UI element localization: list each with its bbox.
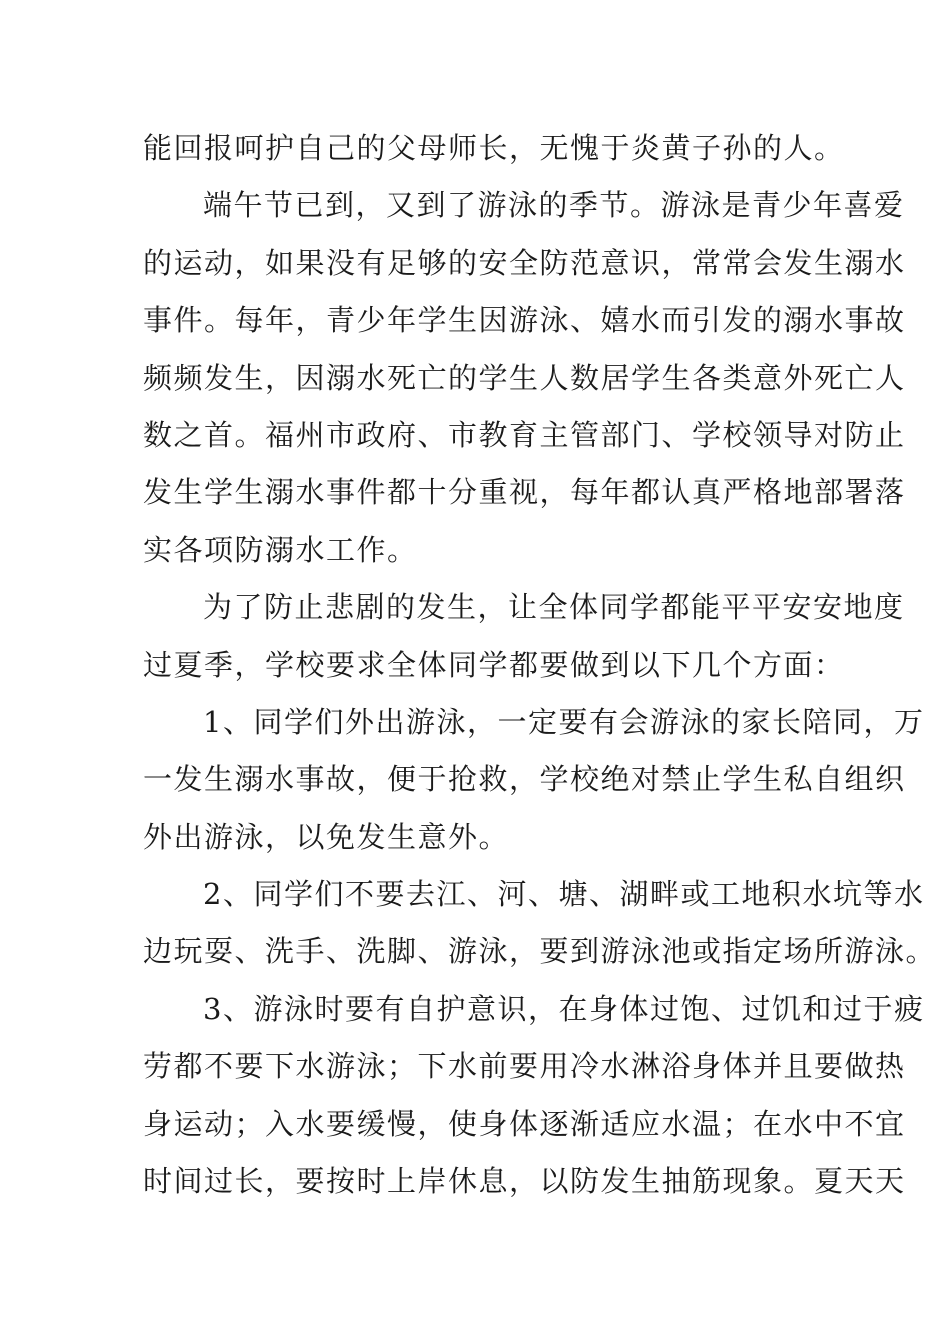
text-line: 劳都不要下水游泳；下水前要用冷水淋浴身体并且要做热 [143, 1049, 906, 1084]
text-line: 的运动，如果没有足够的安全防范意识，常常会发生溺水 [143, 245, 906, 280]
list-item-1-start: 1、同学们外出游泳，一定要有会游泳的家长陪同，万 [203, 704, 925, 739]
paragraph-start-line: 为了防止悲剧的发生，让全体同学都能平平安安地度 [203, 590, 905, 625]
text-line: 边玩耍、洗手、洗脚、游泳，要到游泳池或指定场所游泳。 [143, 934, 937, 969]
text-line: 能回报呵护自己的父母师长，无愧于炎黄子孙的人。 [143, 131, 845, 165]
body-text [143, 120, 937, 1210]
text-line: 事件。每年，青少年学生因游泳、嬉水而引发的溺水事故 [143, 303, 906, 338]
list-item-2-start: 2、同学们不要去江、河、塘、湖畔或工地积水坑等水 [203, 877, 925, 912]
text-line: 频频发生，因溺水死亡的学生人数居学生各类意外死亡人 [143, 360, 906, 395]
text-line: 实各项防溺水工作。 [143, 532, 418, 567]
text-line: 发生学生溺水事件都十分重视，每年都认真严格地部署落 [143, 475, 906, 510]
paragraph-start-line: 端午节已到，又到了游泳的季节。游泳是青少年喜爱 [203, 188, 905, 223]
list-item-3-start: 3、游泳时要有自护意识，在身体过饱、过饥和过于疲 [203, 991, 925, 1026]
text-line: 一发生溺水事故，便于抢救，学校绝对禁止学生私自组织 [143, 762, 906, 797]
text-line: 过夏季，学校要求全体同学都要做到以下几个方面： [143, 647, 845, 682]
text-line: 外出游泳，以免发生意外。 [143, 819, 510, 854]
text-line: 数之首。福州市政府、市教育主管部门、学校领导对防止 [143, 417, 906, 452]
text-line: 身运动；入水要缓慢，使身体逐渐适应水温；在水中不宜 [143, 1106, 906, 1141]
text-line: 时间过长，要按时上岸休息，以防发生抽筋现象。夏天天 [143, 1164, 906, 1199]
